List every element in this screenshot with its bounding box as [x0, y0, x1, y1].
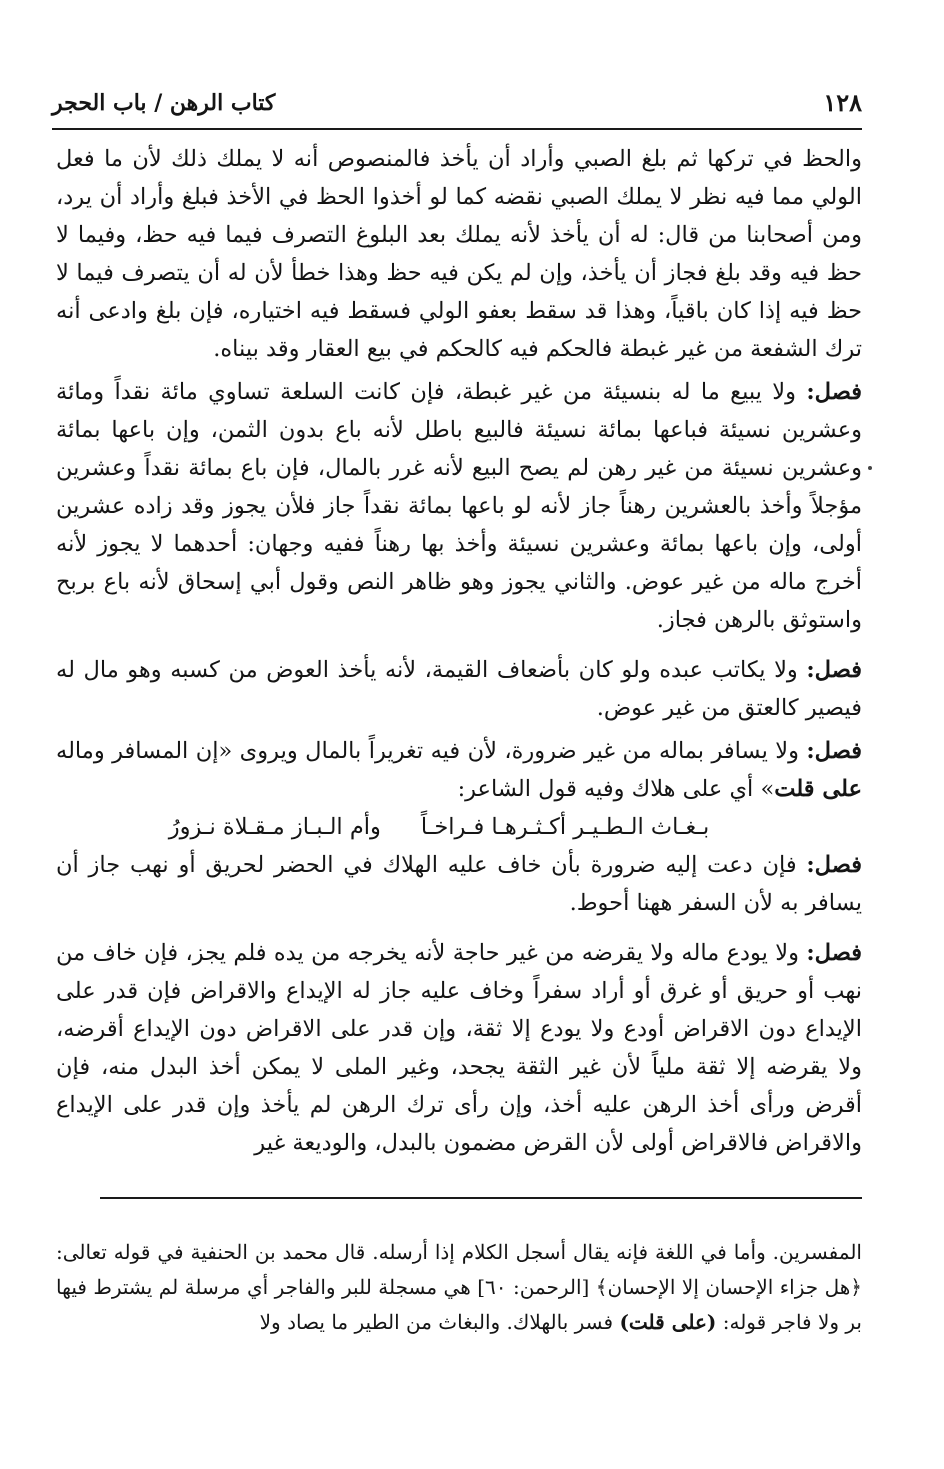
running-head: كتاب الرهن / باب الحجر — [52, 90, 276, 116]
footnote-divider — [100, 1197, 862, 1199]
paragraph-2 — [56, 373, 862, 639]
poetry-verse — [56, 808, 862, 846]
paragraph-5-text: فإن دعت إليه ضرورة بأن خاف عليه الهلاك في الحضر لحريق أو نهب جاز أن يسافر به لأن السفر ههنا أحوط. — [56, 852, 862, 916]
section-label: فصل: — [806, 852, 862, 878]
paragraph-6-text: ولا يودع ماله ولا يقرضه من غير حاجة لأنه يخرجه من يده فلم يجز، فإن خاف من نهب أو حريق أو غرق أو أراد سفراً وخاف عليه جاز له الإيداع والاقراض فإن قدر على الإيداع دون الاقراض أودع ولا يودع إلا ثقة، وإن قدر على الاقراض دون الإيداع أقرضه، ولا يقرضه إلا ثقة ملياً لأن غير الثقة يجحد، وغير الملى لا يمكن أخذ البدل منه، فإن أقرض ورأى أخذ الرهن عليه أخذ، وإن رأى ترك الرهن لم يأخذ وإن قدر على الإيداع والاقراض فالاقراض أولى لأن القرض مضمون بالبدل، والوديعة غير — [56, 940, 862, 1156]
paragraph-4 — [56, 732, 862, 808]
scan-speck — [868, 466, 872, 470]
verse-second-hemistich: وأم الـبـاز مـقـلاة نـزورُ — [168, 814, 381, 840]
paragraph-5 — [56, 846, 862, 922]
section-label: فصل: — [806, 657, 862, 683]
footnote-bold: (على قلت) — [619, 1310, 717, 1334]
footnote — [56, 1235, 862, 1340]
page-number: ١٢٨ — [823, 88, 862, 117]
verse-first-hemistich: بـغـاث الـطـيـر أكـثـرهـا فـراخـاً — [420, 814, 710, 840]
paragraph-4-bold: على قلت — [774, 776, 862, 802]
paragraph-3-text: ولا يكاتب عبده ولو كان بأضعاف القيمة، لأنه يأخذ العوض من كسبه وهو مال له فيصير كالعتق من غير عوض. — [56, 657, 862, 721]
footnote-text-a: المفسرين. وأما في اللغة فإنه يقال أسجل الكلام إذا أرسله. قال محمد بن الحنفية في قوله تعالى: ﴿هل جزاء الإحسان إلا الإحسان﴾ [الرحمن: ٦٠] هي مسجلة للبر والفاجر أي مرسلة لم يشترط فيها بر ولا فاجر قوله: — [56, 1240, 862, 1334]
section-label: فصل: — [806, 379, 862, 405]
paragraph-4-text-b: » أي على هلاك وفيه قول الشاعر: — [457, 776, 775, 802]
paragraph-4-text-a: ولا يسافر بماله من غير ضرورة، لأن فيه تغريراً بالمال ويروى «إن المسافر وماله — [56, 738, 807, 764]
paragraph-2-text: ولا يبيع ما له بنسيئة من غير غبطة، فإن كانت السلعة تساوي مائة نقداً ومائة وعشرين نسيئة فباعها بمائة نسيئة فالبيع باطل لأنه باع بدون الثمن، وإن باعها بمائة وعشرين نسيئة من غير رهن لم يصح البيع لأنه غرر بالمال، فإن باع بمائة نقداً وعشرين مؤجلاً وأخذ بالعشرين رهناً جاز لأنه لو باعها بمائة نقداً جاز فلأن يجوز وقد زاده عشرين أولى، وإن باعها بمائة وعشرين نسيئة وأخذ بها رهناً ففيه وجهان: أحدهما لا يجوز لأنه أخرج ماله من غير عوض. والثاني يجوز وهو ظاهر النص وقول أبي إسحاق لأنه باع بربح واستوثق بالرهن فجاز. — [56, 379, 862, 633]
section-label: فصل: — [806, 940, 862, 966]
footnote-text-b: فسر بالهلاك. والبغاث من الطير ما يصاد ولا — [259, 1310, 620, 1334]
paragraph-3 — [56, 651, 862, 727]
paragraph-1: والحظ في تركها ثم بلغ الصبي وأراد أن يأخذ فالمنصوص أنه لا يملك ذلك لأن ما فعل الولي مما فيه نظر لا يملك الصبي نقضه كما لو أخذوا الحظ في الأخذ فبلغ وأراد أن يرد، ومن أصحابنا من قال: له أن يأخذ لأنه يملك بعد البلوغ التصرف فيما فيه حظ، وفيما لا حظ فيه وقد بلغ فجاز أن يأخذ، وإن لم يكن فيه حظ وهذا خطأ لأن له أن يتصرف فيما لا حظ فيه إذا كان باقياً، وهذا قد سقط بعفو الولي فسقط فيه اختياره، فإن بلغ وادعى أنه ترك الشفعة من غير غبطة فالحكم فيه كالحكم في بيع العقار وقد بيناه. — [56, 146, 862, 362]
main-text — [56, 140, 862, 1162]
section-label: فصل: — [806, 738, 862, 764]
paragraph-6 — [56, 934, 862, 1162]
page-header — [52, 88, 862, 130]
